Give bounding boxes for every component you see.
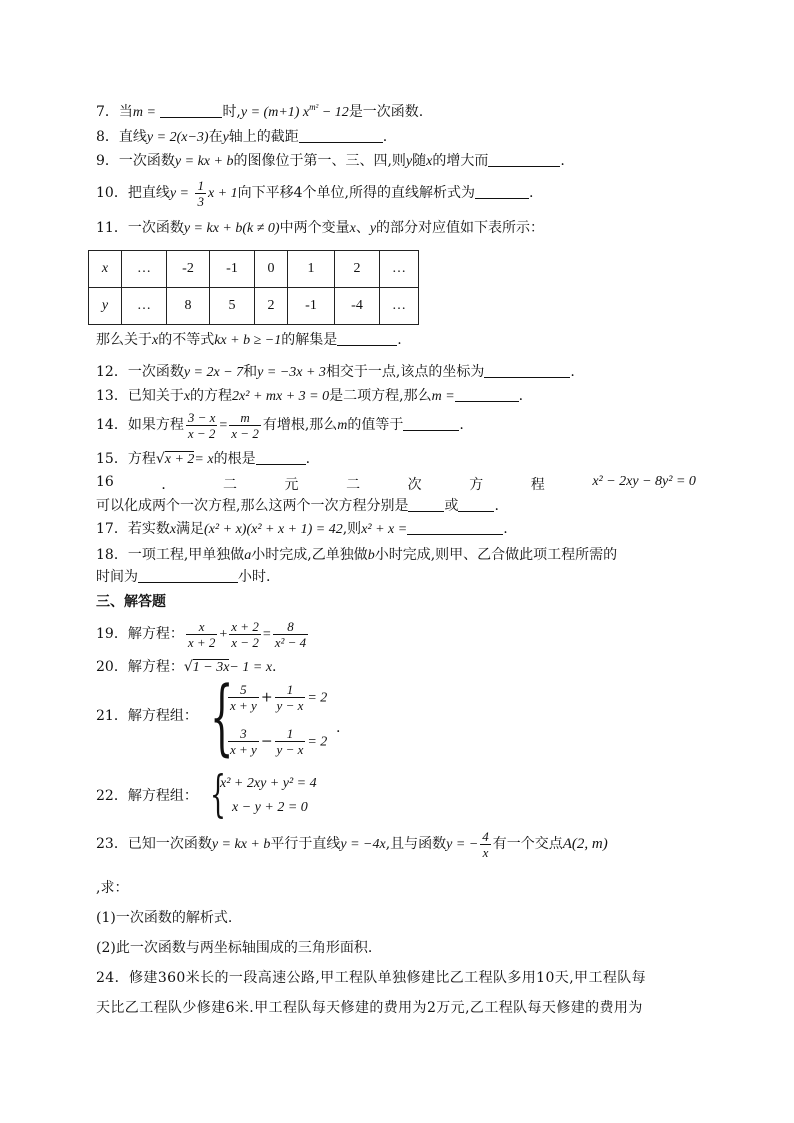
q17-text: 满足 [176, 521, 205, 537]
question-9 [96, 152, 565, 171]
q21-r2-rhs: = 2 [307, 734, 328, 750]
q10-fraction [195, 178, 206, 209]
q11-y-var: y [369, 221, 377, 236]
q21-r2a-den: x + y [230, 742, 257, 757]
question-19 [96, 615, 310, 654]
question-18-line-2 [96, 568, 270, 586]
q23-point: A(2, m) [562, 836, 608, 852]
question-12 [96, 363, 575, 382]
q14-end: . [459, 417, 464, 433]
q23-text-2: ,且与函数 [385, 836, 447, 852]
question-11 [96, 219, 544, 238]
table-cell: -4 [335, 288, 380, 325]
q8-number: 8．直线 [96, 129, 147, 145]
q19-plus: + [219, 627, 228, 642]
q10-answer-blank[interactable] [475, 184, 529, 199]
question-17 [96, 520, 508, 539]
q23-part-2: (2)此一次函数与两坐标轴围成的三角形面积. [96, 940, 373, 956]
question-11-inequality [96, 331, 402, 350]
q19-f1-num: x [186, 619, 218, 635]
q23-frac-den: x [482, 844, 489, 860]
q22-brace: { [210, 765, 226, 823]
question-21 [96, 707, 198, 725]
q18-a-var: a [244, 548, 252, 563]
q11-condition: (k ≠ 0) [242, 221, 280, 236]
q11-answer-blank[interactable] [337, 331, 397, 346]
q11b-x-var: x [152, 333, 159, 348]
q23-ask: ,求： [96, 880, 129, 896]
q10-number: 10．把直线 [96, 185, 170, 201]
q7-expression: y = (m+1) x [240, 105, 310, 120]
q14-text-tail: 的值等于 [347, 417, 404, 433]
q21-r1-frac-2 [275, 682, 306, 713]
q14-f2-den: x − 2 [231, 425, 259, 441]
q8-answer-blank[interactable] [299, 128, 383, 143]
q16-or: 或 [444, 498, 459, 514]
table-cell: 0 [255, 251, 288, 288]
q9-answer-blank[interactable] [488, 152, 560, 167]
q17-answer-blank[interactable] [407, 520, 503, 535]
q12-answer-blank[interactable] [484, 363, 570, 378]
q24-line-1: 24．修建360米长的一段高速公路,甲工程队单独修建比乙工程队多用10天,甲工程队每 [96, 970, 647, 986]
q19-fraction-2 [229, 619, 261, 650]
question-16 [96, 474, 696, 494]
q12-expression-1: y = 2x − 7 [183, 365, 244, 380]
q9-expression: y = kx + b [174, 154, 234, 169]
table-cell: … [380, 251, 419, 288]
q19-f1-den: x + 2 [187, 634, 216, 650]
q11b-end: . [397, 332, 402, 348]
q12-expression-2: y = −3x + 3 [257, 365, 326, 380]
question-15 [96, 450, 310, 469]
q19-f2-den: x − 2 [231, 634, 259, 650]
q14-number: 14．如果方程 [96, 417, 184, 433]
q9-x-var: x [426, 154, 433, 169]
table-cell: y [89, 288, 122, 325]
q15-answer-blank[interactable] [256, 450, 306, 465]
q12-text-tail: 相交于一点,该点的坐标为 [325, 364, 485, 380]
q17-x-var: x [169, 522, 177, 537]
table-cell: 2 [335, 251, 380, 288]
q20-radical: √ [183, 659, 193, 675]
q10-lhs: y = [169, 186, 189, 201]
q15-number: 15．方程 [96, 451, 156, 467]
table-row-y [89, 288, 419, 325]
q15-text-tail: 的根是 [213, 451, 256, 467]
q17-text-2: ,则 [342, 521, 362, 537]
q11-text-tail: 的部分对应值如下表所示： [376, 220, 545, 236]
q9-y-var: y [405, 154, 413, 169]
q18-text-tail: 小时完成,则甲、乙合做此项工程所需的 [374, 547, 618, 563]
table-cell: 2 [255, 288, 288, 325]
q21-r1b-den: y − x [276, 698, 304, 713]
q23-fraction [480, 829, 491, 860]
q21-row-1 [226, 682, 327, 713]
table-cell: 8 [167, 288, 210, 325]
q21-r2-frac-2 [275, 726, 306, 757]
q7-answer-blank[interactable] [160, 103, 222, 118]
question-8 [96, 128, 387, 147]
q17-expression: (x² + x)(x² + x + 1) = 42 [204, 522, 343, 537]
table-cell: … [122, 251, 167, 288]
question-23 [96, 826, 608, 863]
q7-expression-tail: − 12 [318, 105, 349, 120]
q11-expression: y = kx + b [183, 221, 243, 236]
q10-units: 4 [293, 185, 303, 201]
q8-expression: y = 2(x−3) [146, 130, 209, 145]
q11-number: 11．一次函数 [96, 220, 184, 236]
q12-end: . [570, 364, 575, 380]
q14-equals: = [219, 418, 228, 433]
q23-part-1: (1)一次函数的解析式. [96, 910, 233, 926]
q9-end: . [560, 153, 565, 169]
q21-r2-op: − [260, 733, 273, 750]
q15-radicand: x + 2 [164, 452, 195, 467]
q23-number: 23．已知一次函数 [96, 836, 212, 852]
q8-end: . [382, 129, 388, 145]
q21-system [210, 670, 350, 766]
q17-end: . [503, 521, 508, 537]
q21-number: 21．解方程组： [96, 708, 198, 724]
q16-answer-blank-2[interactable] [458, 497, 494, 512]
q19-number: 19．解方程： [96, 626, 184, 642]
q16-word: 方 [469, 477, 484, 493]
q18-text-3: 时间为 [96, 569, 138, 585]
q20-number: 20．解方程： [96, 659, 184, 675]
q21-row-2 [226, 726, 327, 757]
q22-row-2: x − y + 2 = 0 [232, 800, 308, 815]
table-cell: -1 [288, 288, 335, 325]
q21-r1-frac-1 [228, 682, 259, 713]
q11-sep: 、 [355, 220, 370, 236]
q16-word: 次 [407, 477, 422, 493]
q12-number: 12．一次函数 [96, 364, 184, 380]
question-20 [96, 658, 276, 677]
q12-and: 和 [243, 364, 258, 380]
q23-text: 平行于直线 [270, 836, 341, 852]
q16-word: 二 [222, 477, 237, 493]
q19-equals: = [262, 627, 271, 642]
q13-answer-blank[interactable] [455, 387, 519, 402]
q11b-text: 那么关于 [96, 332, 152, 348]
q20-end: . [272, 659, 277, 675]
table-cell: 5 [210, 288, 255, 325]
question-18 [96, 546, 617, 565]
q7-suffix: 时, [222, 104, 241, 120]
question-14 [96, 408, 464, 443]
q22-number: 22．解方程组： [96, 788, 198, 804]
q18-text-2: 小时完成,乙单独做 [251, 547, 368, 563]
table-cell: -1 [210, 251, 255, 288]
q14-fraction-2 [229, 410, 261, 441]
q15-end: . [305, 451, 311, 467]
q19-fraction-1 [186, 619, 218, 650]
q21-r2b-den: y − x [276, 742, 304, 757]
q11b-expression: kx + b ≥ −1 [214, 333, 282, 348]
q7-end: 是一次函数. [348, 104, 424, 120]
q10-text-tail: 个单位,所得的直线解析式为 [302, 185, 475, 201]
q20-rhs: − 1 = x [229, 660, 273, 675]
q13-number: 13．已知关于 [96, 388, 184, 404]
q13-m-var: m = [431, 389, 455, 404]
q16-end: . [494, 498, 499, 514]
q9-text: 的图像位于第一、三、四,则 [233, 153, 406, 169]
q21-r1-rhs: = 2 [307, 690, 328, 706]
q16-number: 16 [96, 474, 114, 490]
q22-row-1: x² + 2xy + y² = 4 [220, 776, 317, 791]
table-cell: … [122, 288, 167, 325]
q24-line-2: 天比乙工程队少修建6米.甲工程队每天修建的费用为2万元,乙工程队每天修建的费用为 [96, 1000, 643, 1016]
table-cell: 1 [288, 251, 335, 288]
q8-text-tail: 轴上的截距 [228, 129, 299, 145]
q9-number: 9．一次函数 [96, 153, 175, 169]
q23-frac-num: 4 [482, 828, 489, 844]
q13-end: . [518, 388, 524, 404]
value-table [88, 250, 419, 325]
q15-radical: √ [155, 451, 165, 467]
q11b-text-tail: 的解集是 [281, 332, 338, 348]
q19-fraction-3 [273, 619, 308, 650]
q13-x-var: x [183, 389, 191, 404]
q8-y-var: y [222, 130, 229, 145]
q15-rhs: = x [194, 452, 214, 467]
q14-answer-blank[interactable] [403, 416, 459, 431]
q17-expression-2: x² + x = [361, 522, 408, 537]
q16-word: 二 [346, 477, 361, 493]
q10-frac-den: 3 [197, 193, 204, 209]
q11b-text-2: 的不等式 [158, 332, 215, 348]
q14-f1-num: 3 − x [187, 409, 216, 425]
q7-number: 7．当 [96, 104, 133, 120]
question-7 [96, 103, 423, 122]
question-16-line-2 [96, 497, 499, 515]
q21-r1a-den: x + y [230, 698, 257, 713]
q13-text: 的方程 [190, 388, 233, 404]
q21-r1-op: + [260, 689, 273, 706]
q20-radicand: 1 − 3x [192, 660, 230, 675]
q16-dot: ． [161, 477, 176, 493]
q10-end: . [529, 185, 534, 201]
q7-exponent: m² [309, 102, 319, 112]
table-cell: x [89, 251, 122, 288]
q10-text: 向下平移 [237, 185, 294, 201]
q10-frac-num: 1 [197, 177, 204, 193]
q11-x-var: x [349, 221, 356, 236]
q14-f2-num: m [229, 410, 261, 426]
question-10 [96, 176, 533, 211]
q21-r2-frac-1 [228, 726, 259, 757]
q9-text-tail: 的增大而 [432, 153, 489, 169]
q21-brace: { [210, 670, 234, 765]
q18-text: 18．一项工程,甲单独做 [96, 547, 245, 563]
q7-m-var: m = [132, 105, 156, 120]
section-heading: 三、解答题 [96, 594, 166, 610]
q9-text-2: 随 [412, 153, 427, 169]
table-cell: -2 [167, 251, 210, 288]
q16-word: 元 [284, 477, 299, 493]
q13-text-tail: 是二项方程,那么 [329, 388, 432, 404]
q16-answer-blank-1[interactable] [408, 497, 444, 512]
q21-r2a-num: 3 [228, 726, 259, 742]
q18-text-4: 小时. [238, 569, 271, 585]
q14-m-var: m [337, 418, 348, 433]
q23-fn-lhs: y = − [446, 837, 479, 852]
q19-f3-num: 8 [273, 619, 308, 635]
q22-system [210, 765, 350, 823]
q16-word: 程 [530, 477, 545, 493]
q14-fraction-1 [186, 410, 218, 441]
q21-r1a-num: 5 [228, 682, 259, 698]
q23-text-tail: 有一个交点 [492, 836, 563, 852]
q23-line: y = −4x [340, 837, 386, 852]
q8-text: 在 [208, 129, 223, 145]
q23-expression: y = kx + b [211, 837, 271, 852]
q19-f2-num: x + 2 [231, 618, 259, 634]
q11-text: 中两个变量 [279, 220, 350, 236]
q16-expression: x² − 2xy − 8y² = 0 [592, 474, 696, 489]
q18-answer-blank[interactable] [138, 568, 238, 583]
q21-end: . [336, 720, 341, 736]
q18-b-var: b [367, 548, 375, 563]
q17-number: 17．若实数 [96, 521, 170, 537]
q10-rhs: x + 1 [207, 186, 238, 201]
table-row-x [89, 251, 419, 288]
q21-r1b-num: 1 [275, 682, 306, 698]
question-13 [96, 387, 523, 406]
q19-f3-den: x² − 4 [274, 634, 307, 650]
q13-expression: 2x² + mx + 3 = 0 [232, 389, 330, 404]
q14-text: 有增根,那么 [262, 417, 338, 433]
q16-text: 可以化成两个一次方程,那么这两个一次方程分别是 [96, 498, 409, 514]
table-cell: … [380, 288, 419, 325]
q21-r2b-num: 1 [275, 726, 306, 742]
q14-f1-den: x − 2 [187, 425, 216, 441]
question-22 [96, 787, 198, 805]
